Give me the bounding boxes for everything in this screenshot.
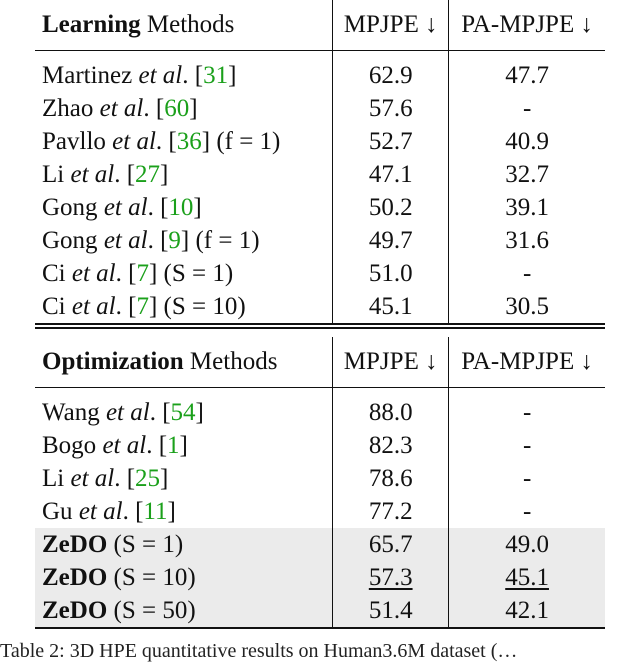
learning-header-label [35,0,333,51]
zedo-row: ZeDO (S = 1) 65.7 49.0 [35,528,605,561]
table-row: Pavllo et al. [36] (f = 1) 52.7 40.9 [35,125,605,158]
mpjpe-cell-best: 45.1 [333,290,449,326]
mpjpe-cell: 88.0 [333,396,449,429]
pa-mpjpe-cell: 40.9 [449,125,605,158]
pa-mpjpe-cell: - [449,92,605,125]
mpjpe-cell: 50.2 [333,191,449,224]
optimization-header-pa-mpjpe: PA-MPJPE ↓ [449,337,605,388]
results-table [35,0,605,629]
table-row: Zhao et al. [60] 57.6 - [35,92,605,125]
pa-mpjpe-cell-best: 42.1 [449,594,605,628]
table-row: Li et al. [27] 47.1 32.7 [35,158,605,191]
citation-link[interactable]: 1 [167,432,180,459]
pa-mpjpe-cell: 39.1 [449,191,605,224]
learning-header-row [35,0,605,51]
citation-link[interactable]: 9 [168,227,181,254]
table-row: Ci et al. [7] (S = 1) 51.0 - [35,257,605,290]
zedo-name: ZeDO [42,597,108,624]
mpjpe-cell: 82.3 [333,429,449,462]
table-caption: Table 2: 3D HPE quantitative results on Human3.6M dataset (… [0,640,518,662]
mpjpe-cell: 47.1 [333,158,449,191]
zedo-row: ZeDO (S = 10) 57.3 45.1 [35,561,605,594]
table-row: Wang et al. [54] 88.0 - [35,396,605,429]
zedo-name: ZeDO [42,564,108,591]
mpjpe-cell: 77.2 [333,495,449,528]
mpjpe-cell: 78.6 [333,462,449,495]
citation-link[interactable]: 54 [170,399,196,426]
mpjpe-cell: 65.7 [333,528,449,561]
citation-link[interactable]: 7 [136,293,149,320]
mpjpe-cell: 52.7 [333,125,449,158]
table-row: Bogo et al. [1] 82.3 - [35,429,605,462]
pa-mpjpe-cell: - [449,396,605,429]
table-row: Gu et al. [11] 77.2 - [35,495,605,528]
mpjpe-cell-second: 57.3 [368,564,413,591]
mpjpe-cell: 62.9 [333,59,449,92]
table-row: Martinez et al. [31] 62.9 47.7 [35,59,605,92]
spacer [35,51,605,60]
citation-link[interactable]: 11 [143,498,168,525]
citation-link[interactable]: 60 [164,95,190,122]
table-row: Li et al. [25] 78.6 - [35,462,605,495]
mpjpe-cell: 51.0 [333,257,449,290]
pa-mpjpe-cell: 49.0 [449,528,605,561]
mpjpe-cell-best: 51.4 [333,594,449,628]
citation-link[interactable]: 36 [176,128,202,155]
zedo-name: ZeDO [42,531,108,558]
citation-link[interactable]: 31 [203,62,229,89]
optimization-header-bold: Optimization [42,348,184,375]
optimization-header-rest: Methods [183,348,278,375]
zedo-row: ZeDO (S = 50) 51.4 42.1 [35,594,605,628]
optimization-header-label [35,337,333,388]
table-row: Ci et al. [7] (S = 10) 45.1 30.5 [35,290,605,326]
citation-link[interactable]: 7 [136,260,149,287]
pa-mpjpe-cell: 31.6 [449,224,605,257]
pa-mpjpe-cell: - [449,429,605,462]
learning-header-rest: Methods [140,11,235,38]
table-row: Gong et al. [9] (f = 1) 49.7 31.6 [35,224,605,257]
pa-mpjpe-cell-second: 45.1 [505,564,549,591]
citation-link[interactable]: 25 [135,465,161,492]
mpjpe-cell: 49.7 [333,224,449,257]
optimization-header-mpjpe: MPJPE ↓ [333,337,449,388]
citation-link[interactable]: 27 [135,161,161,188]
pa-mpjpe-cell: - [449,257,605,290]
spacer [35,388,605,397]
learning-header-mpjpe: MPJPE ↓ [333,0,449,51]
mpjpe-cell: 57.6 [333,92,449,125]
table-row: Gong et al. [10] 50.2 39.1 [35,191,605,224]
citation-link[interactable]: 10 [168,194,194,221]
pa-mpjpe-cell: 47.7 [449,59,605,92]
learning-header-pa-mpjpe: PA-MPJPE ↓ [449,0,605,51]
pa-mpjpe-cell: - [449,462,605,495]
pa-mpjpe-cell-best: 30.5 [449,290,605,326]
section-divider [35,326,605,337]
pa-mpjpe-cell: 32.7 [449,158,605,191]
optimization-header-row [35,337,605,388]
learning-header-bold: Learning [42,11,141,38]
pa-mpjpe-cell: - [449,495,605,528]
